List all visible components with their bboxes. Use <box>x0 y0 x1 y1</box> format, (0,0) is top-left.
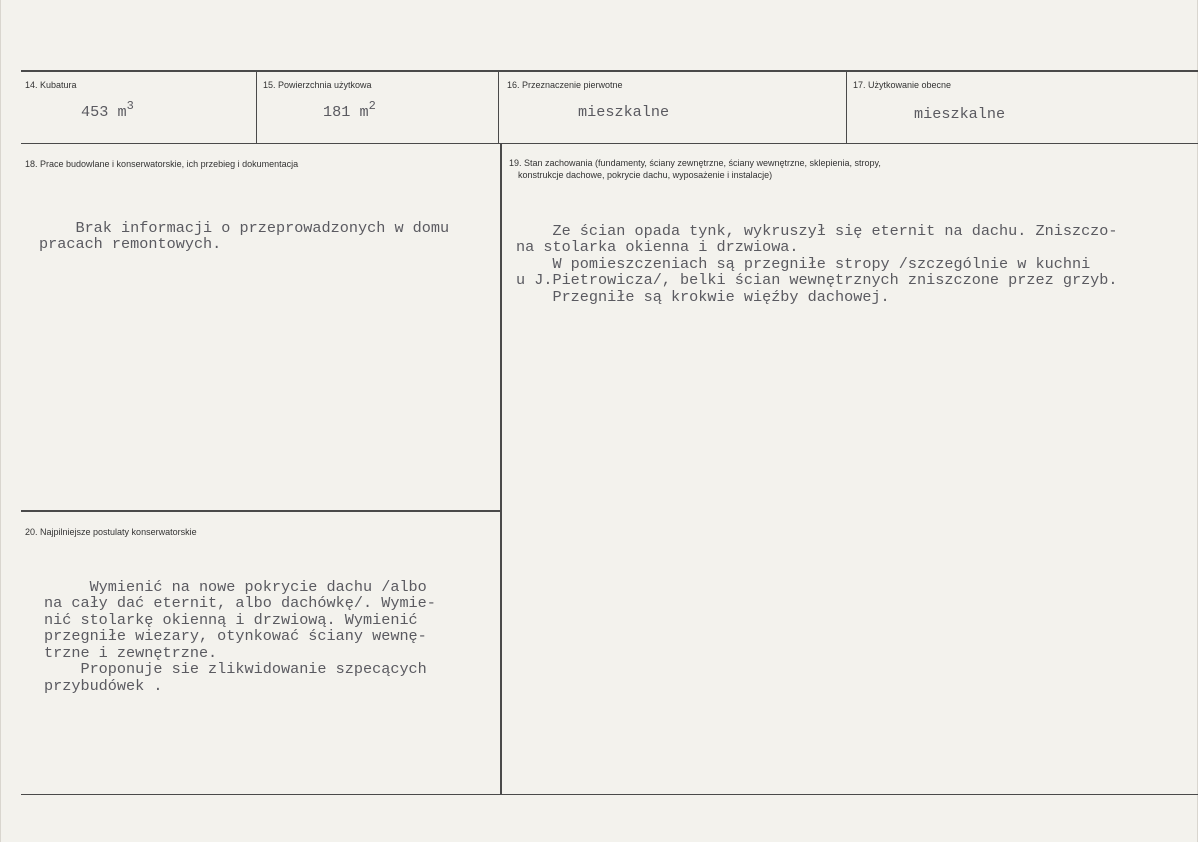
field-19-label-line2: konstrukcje dachowe, pokrycie dachu, wyposażenie i instalacje) <box>518 170 773 180</box>
field-19-label-line1: 19. Stan zachowania (fundamenty, ściany zewnętrzne, ściany wewnętrzne, sklepienia, stropy, <box>509 158 881 168</box>
field-18-line: Brak informacji o przeprowadzonych w domu <box>39 218 450 237</box>
top-rule <box>21 70 1198 72</box>
field-19-text <box>516 206 1118 305</box>
field-20-line: nić stolarkę okienną i drzwiową. Wymienić <box>44 610 418 629</box>
field-20-line: na cały dać eternit, albo dachówkę/. Wymie- <box>44 594 436 612</box>
field-15-superscript: 2 <box>368 99 376 113</box>
field-19-line: Przegniłe są krokwie więźby dachowej. <box>516 287 890 306</box>
divider-15-16 <box>498 71 499 144</box>
field-20-line: Proponuje sie zlikwidowanie szpecących <box>44 660 427 678</box>
field-14-number: 453 m <box>81 103 127 121</box>
field-18-text <box>39 203 449 253</box>
field-15-number: 181 m <box>323 103 369 121</box>
field-16-value: mieszkalne <box>578 103 670 121</box>
divider-14-15 <box>256 71 257 144</box>
field-17-value: mieszkalne <box>914 105 1006 123</box>
field-17-label: 17. Użytkowanie obecne <box>853 80 952 90</box>
divider-16-17 <box>846 71 847 144</box>
field-20-line: przegniłe wiezary, otynkować ściany wewnę- <box>44 627 427 645</box>
field-19-line: u J.Pietrowicza/, belki ścian wewnętrznych zniszczone przez grzyb. <box>516 271 1118 289</box>
bottom-rule <box>21 794 1198 795</box>
field-19-line: W pomieszczeniach są przegniłe stropy /szczególnie w kuchni <box>516 254 1091 273</box>
rule-18-20 <box>21 510 501 512</box>
field-20-label: 20. Najpilniejsze postulaty konserwatorskie <box>25 527 197 537</box>
field-20-line: przybudówek . <box>44 676 163 695</box>
field-15-value <box>323 99 376 122</box>
field-20-text <box>44 562 436 694</box>
field-20-line: Wymienić na nowe pokrycie dachu /albo <box>44 577 427 596</box>
field-18-line: pracach remontowych. <box>39 235 222 253</box>
field-14-superscript: 3 <box>126 99 134 113</box>
field-20-line: trzne i zewnętrzne. <box>44 643 218 662</box>
field-15-label: 15. Powierzchnia użytkowa <box>263 80 372 90</box>
field-14-value <box>81 99 134 122</box>
field-14-label: 14. Kubatura <box>25 80 77 90</box>
field-16-label: 16. Przeznaczenie pierwotne <box>507 80 623 90</box>
divider-left-right <box>500 144 502 794</box>
row1-bottom-rule <box>21 143 1198 144</box>
field-18-label: 18. Prace budowlane i konserwatorskie, ich przebieg i dokumentacja <box>25 159 299 169</box>
field-19-line: Ze ścian opada tynk, wykruszył się eternit na dachu. Zniszczo- <box>516 221 1118 240</box>
field-19-line: na stolarka okienna i drzwiowa. <box>516 238 799 256</box>
